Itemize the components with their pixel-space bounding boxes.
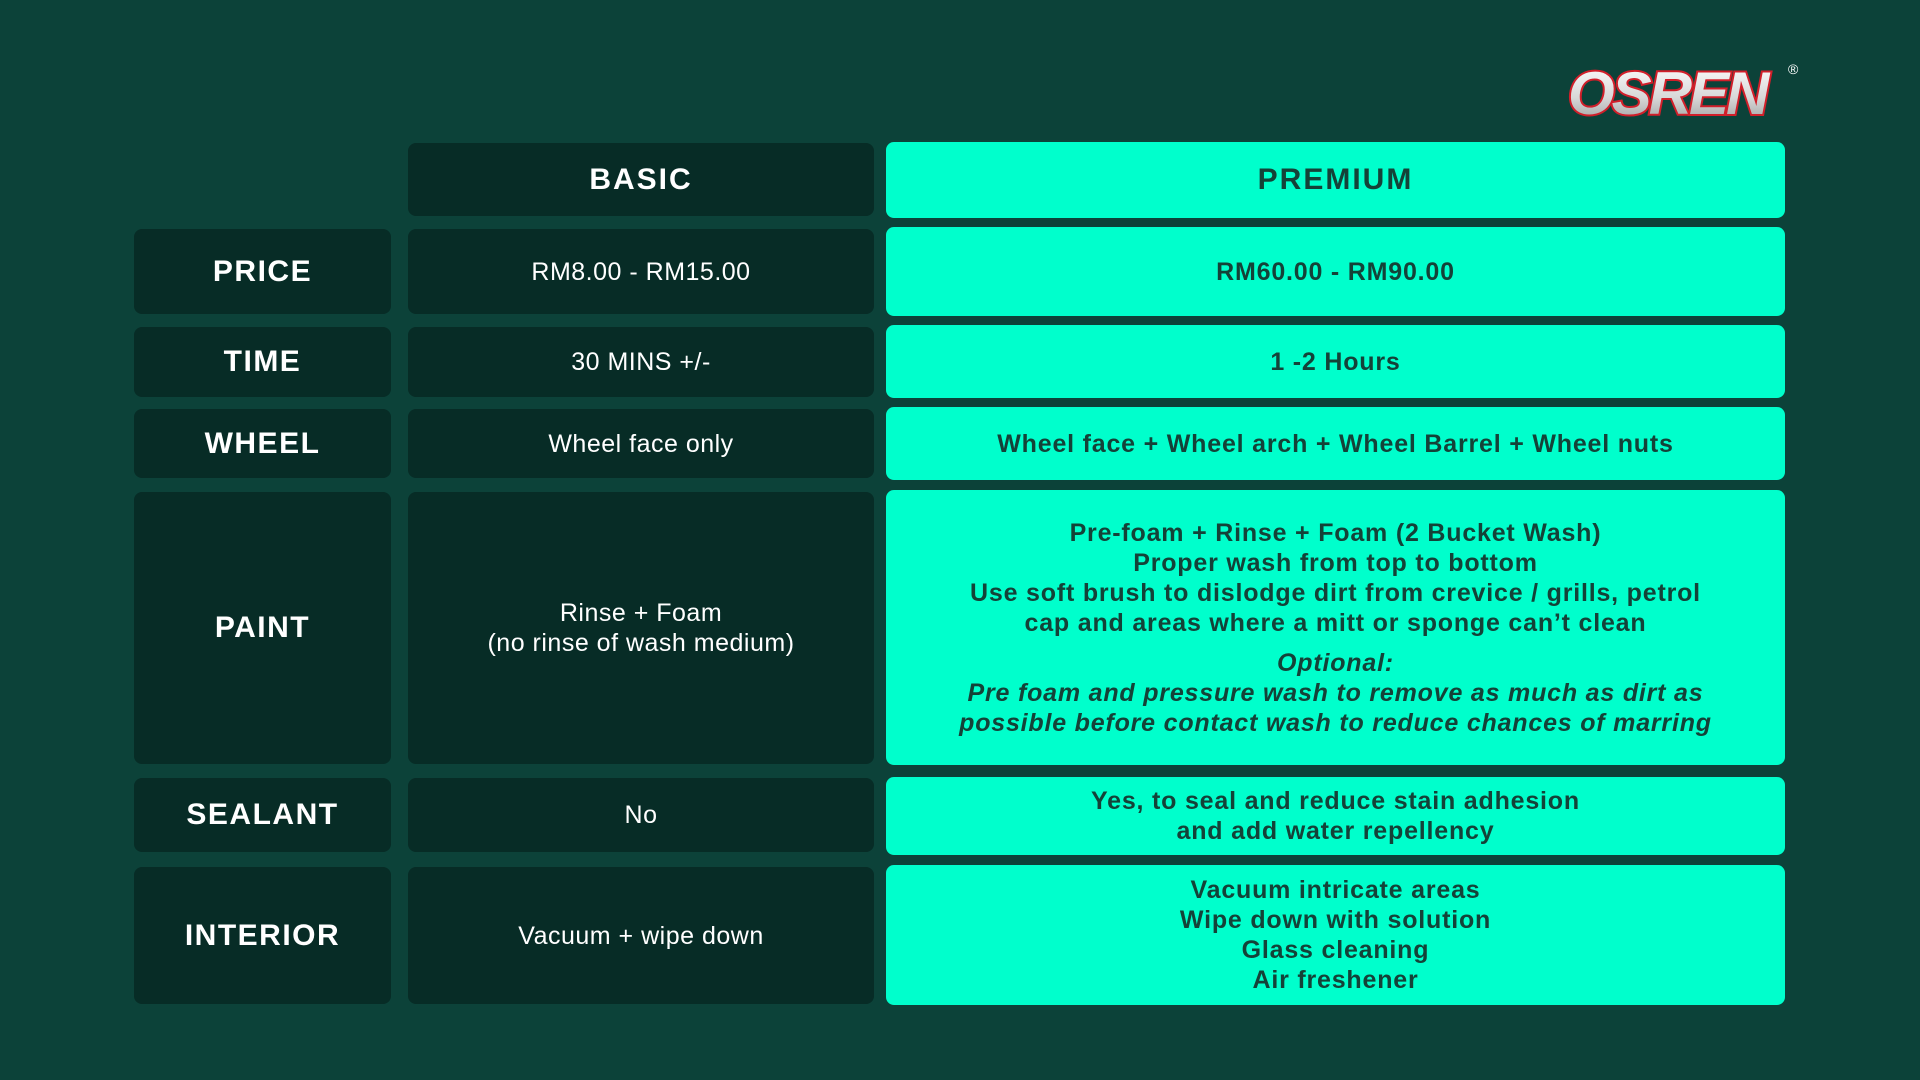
basic-sealant: No: [408, 778, 874, 852]
basic-price: RM8.00 - RM15.00: [408, 229, 874, 314]
premium-paint-line: Use soft brush to dislodge dirt from crevice / grills, petrol: [970, 578, 1701, 607]
basic-paint-line: (no rinse of wash medium): [487, 629, 795, 657]
premium-paint: [886, 490, 1785, 765]
basic-paint-line: Rinse + Foam: [559, 599, 723, 627]
column-header-premium: PREMIUM: [886, 142, 1785, 218]
premium-time: 1 -2 Hours: [886, 325, 1785, 398]
premium-sealant-line: Yes, to seal and reduce stain adhesion: [1091, 787, 1580, 815]
premium-interior-line: Air freshener: [1252, 966, 1419, 994]
premium-interior-line: Vacuum intricate areas: [1190, 876, 1481, 904]
row-label-wheel: WHEEL: [134, 409, 391, 478]
premium-interior: [886, 865, 1785, 1005]
optional-line: Pre foam and pressure wash to remove as much as dirt as: [967, 678, 1704, 707]
premium-paint-line: Proper wash from top to bottom: [1133, 548, 1538, 577]
row-label-interior: INTERIOR: [134, 867, 391, 1004]
basic-time: 30 MINS +/-: [408, 327, 874, 397]
optional-title: Optional:: [1277, 648, 1394, 677]
osren-logo: [1566, 56, 1806, 128]
basic-paint: [408, 492, 874, 764]
row-label-time: TIME: [134, 327, 391, 397]
row-label-price: PRICE: [134, 229, 391, 314]
premium-wheel: Wheel face + Wheel arch + Wheel Barrel + Wheel nuts: [886, 407, 1785, 480]
column-header-basic: BASIC: [408, 143, 874, 216]
premium-paint-line: cap and areas where a mitt or sponge can’t clean: [1024, 608, 1647, 637]
premium-price: RM60.00 - RM90.00: [886, 227, 1785, 316]
optional-line: possible before contact wash to reduce chances of marring: [959, 708, 1712, 737]
svg-text:OSREN: OSREN: [1568, 60, 1767, 127]
premium-sealant: [886, 777, 1785, 855]
row-label-sealant: SEALANT: [134, 778, 391, 852]
basic-interior: Vacuum + wipe down: [408, 867, 874, 1004]
basic-wheel: Wheel face only: [408, 409, 874, 478]
premium-paint-line: Pre-foam + Rinse + Foam (2 Bucket Wash): [1069, 518, 1602, 547]
registered-mark: ®: [1788, 61, 1799, 77]
premium-sealant-line: and add water repellency: [1176, 817, 1495, 845]
row-label-paint: PAINT: [134, 492, 391, 764]
premium-interior-line: Wipe down with solution: [1179, 906, 1492, 934]
premium-interior-line: Glass cleaning: [1241, 936, 1430, 964]
